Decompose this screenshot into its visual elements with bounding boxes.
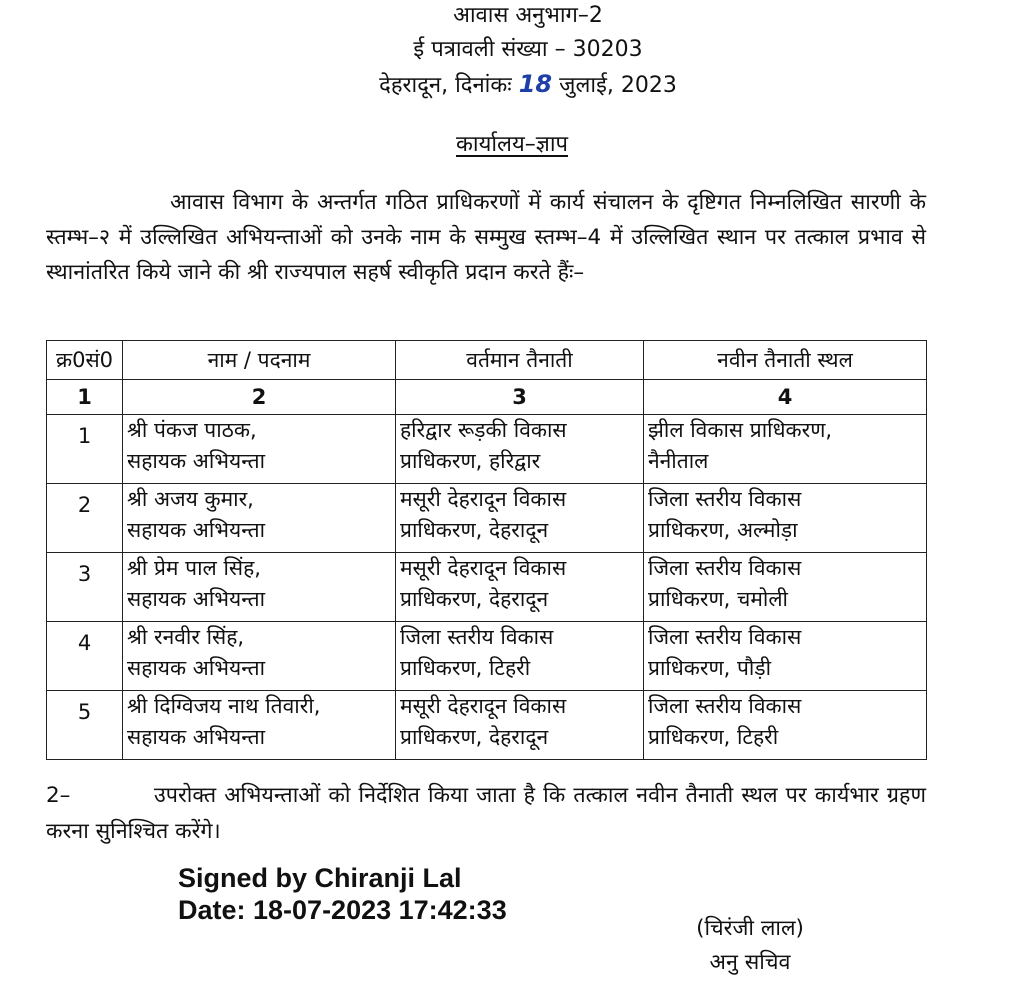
current-posting-line: जिला स्तरीय विकास (400, 625, 554, 649)
date-suffix: जुलाई, 2023 (559, 73, 677, 98)
table-row (47, 691, 927, 760)
table-row (47, 415, 927, 484)
current-posting-line: मसूरी देहरादून विकास (400, 694, 567, 718)
engineer-name: श्री पंकज पाठक, (127, 418, 257, 442)
serial-number: 2 (47, 484, 123, 553)
column-number: 3 (396, 380, 644, 415)
name-designation-cell (123, 691, 396, 760)
serial-number: 5 (47, 691, 123, 760)
paragraph-2-text: उपरोक्त अभियन्ताओं को निर्देशित किया जाता है कि तत्काल नवीन तैनाती स्थल पर कार्यभार ग्रहण करना सुनिश्चित करेंगे। (46, 783, 926, 844)
current-posting-line: प्राधिकरण, देहरादून (400, 587, 549, 611)
table-row (47, 484, 927, 553)
new-posting-line: प्राधिकरण, पौड़ी (648, 656, 772, 680)
engineer-name: श्री प्रेम पाल सिंह, (127, 556, 261, 580)
engineer-designation: सहायक अभियन्ता (127, 725, 266, 749)
engineer-name: श्री दिग्विजय नाथ तिवारी, (127, 694, 321, 718)
current-posting-line: हरिद्वार रूड़की विकास (400, 418, 567, 442)
new-posting-line: जिला स्तरीय विकास (648, 556, 802, 580)
new-posting-line: नैनीताल (648, 449, 709, 473)
serial-number: 3 (47, 553, 123, 622)
header-new-posting: नवीन तैनाती स्थल (644, 341, 927, 380)
name-designation-cell (123, 415, 396, 484)
current-posting-cell (396, 553, 644, 622)
name-designation-cell (123, 553, 396, 622)
new-posting-line: जिला स्तरीय विकास (648, 694, 802, 718)
name-designation-cell (123, 622, 396, 691)
current-posting-line: प्राधिकरण, देहरादून (400, 725, 549, 749)
new-posting-cell (644, 553, 927, 622)
current-posting-line: मसूरी देहरादून विकास (400, 487, 567, 511)
new-posting-line: प्राधिकरण, टिहरी (648, 725, 779, 749)
header-serial-no: क्र0सं0 (47, 341, 123, 380)
engineer-name: श्री अजय कुमार, (127, 487, 254, 511)
new-posting-line: प्राधिकरण, चमोली (648, 587, 789, 611)
current-posting-line: प्राधिकरण, टिहरी (400, 656, 531, 680)
column-number: 1 (47, 380, 123, 415)
office-memo-title: कार्यालय–ज्ञाप (455, 132, 569, 157)
column-number: 2 (123, 380, 396, 415)
engineer-designation: सहायक अभियन्ता (127, 656, 266, 680)
signatory-designation: अनु सचिव (709, 950, 791, 975)
signatory-block (660, 912, 840, 980)
section-heading: आवास अनुभाग–2 (453, 3, 603, 28)
paragraph-number: 2– (46, 783, 71, 808)
header-current-posting: वर्तमान तैनाती (396, 341, 644, 380)
table-header-row (47, 341, 927, 380)
signature-date-text: Date: 18-07-2023 17:42:33 (178, 895, 507, 925)
date-prefix: देहरादून, दिनांकः (379, 73, 512, 98)
current-posting-cell (396, 691, 644, 760)
current-posting-cell (396, 415, 644, 484)
transfer-table (46, 340, 927, 760)
digital-signature-block (178, 862, 507, 926)
new-posting-cell (644, 622, 927, 691)
new-posting-line: झील विकास प्राधिकरण, (648, 418, 833, 442)
current-posting-cell (396, 484, 644, 553)
engineer-designation: सहायक अभियन्ता (127, 587, 266, 611)
place-and-date (16, 70, 1024, 100)
body-paragraph-1: आवास विभाग के अन्तर्गत गठित प्राधिकरणों में कार्य संचालन के दृष्टिगत निम्नलिखित सारणी के स्तम्भ–२ में उल्लिखित अभियन्ताओं को उनके नाम के सम्मुख स्तम्भ–4 में उल्लिखित स्थान पर तत्काल प्रभाव से स्थानांतरित किये जाने की श्री राज्यपाल सहर्ष स्वीकृति प्रदान करते हैंः– (46, 190, 926, 285)
file-number: ई पत्रावली संख्या – 30203 (413, 37, 643, 62)
signed-by-text: Signed by Chiranji Lal (178, 863, 462, 893)
engineer-name: श्री रनवीर सिंह, (127, 625, 245, 649)
serial-number: 1 (47, 415, 123, 484)
current-posting-line: प्राधिकरण, हरिद्वार (400, 449, 541, 473)
new-posting-line: जिला स्तरीय विकास (648, 625, 802, 649)
new-posting-line: जिला स्तरीय विकास (648, 487, 802, 511)
current-posting-line: मसूरी देहरादून विकास (400, 556, 567, 580)
table-row (47, 622, 927, 691)
current-posting-cell (396, 622, 644, 691)
name-designation-cell (123, 484, 396, 553)
column-number: 4 (644, 380, 927, 415)
header-name-designation: नाम / पदनाम (123, 341, 396, 380)
date-day-handwritten: 18 (518, 70, 553, 98)
body-paragraph-2 (46, 778, 926, 850)
engineer-designation: सहायक अभियन्ता (127, 449, 266, 473)
new-posting-line: प्राधिकरण, अल्मोड़ा (648, 518, 798, 542)
serial-number: 4 (47, 622, 123, 691)
new-posting-cell (644, 484, 927, 553)
signatory-name: (चिरंजी लाल) (696, 916, 804, 941)
column-number-row (47, 380, 927, 415)
table-row (47, 553, 927, 622)
new-posting-cell (644, 415, 927, 484)
new-posting-cell (644, 691, 927, 760)
current-posting-line: प्राधिकरण, देहरादून (400, 518, 549, 542)
engineer-designation: सहायक अभियन्ता (127, 518, 266, 542)
